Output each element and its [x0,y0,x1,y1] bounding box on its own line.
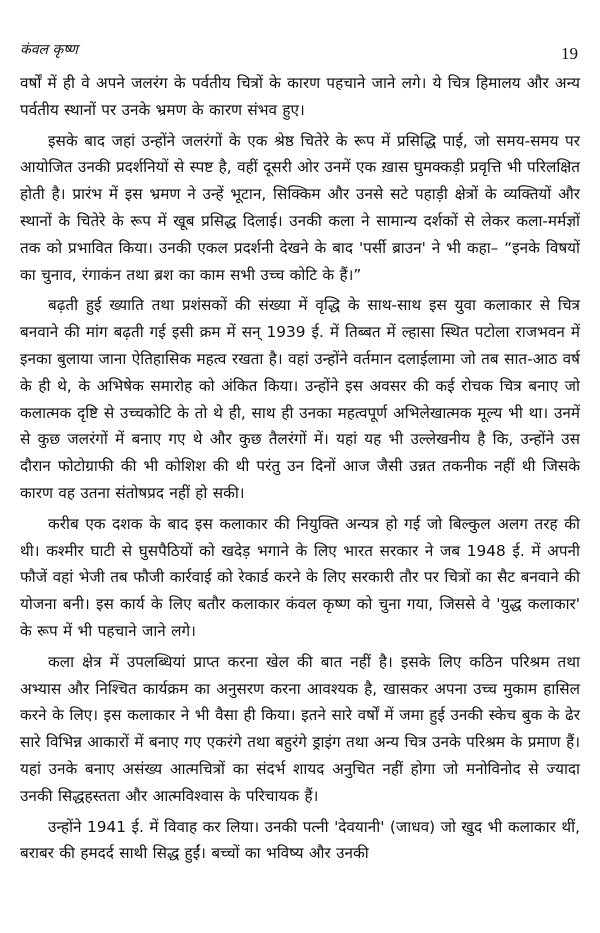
paragraph-5: कला क्षेत्र में उपलब्धियां प्राप्त करना खेल की बात नहीं है। इसके लिए कठिन परिश्रम तथा अभ्यास और निश्चित कार्यक्रम का अनुसरण करना आवश्यक है, खासकर अपना उच्च मुकाम हासिल करने के लिए। इस कलाकार ने भी वैसा ही किया। इतने सारे वर्षों में जमा हुई उनकी स्केच बुक के ढेर सारे विभिन्न आकारों में बनाए गए एकरंगे तथा बहुरंगे ड्राइंग तथा अन्य चित्र उनके परिश्रम के प्रमाण हैं। यहां उनके बनाए असंख्य आत्मचित्रों का संदर्भ शायद अनुचित नहीं होगा जो मनोविनोद से ज्यादा उनकी सिद्धहस्तता और आत्मविश्वास के परिचायक हैं। [20,652,580,805]
paragraph-1: वर्षों में ही वे अपने जलरंग के पर्वतीय चित्रों के कारण पहचाने जाने लगे। ये चित्र हिमालय और अन्य पर्वतीय स्थानों पर उनके भ्रमण के कारण संभव हुए। [20,74,580,119]
page-number: 19 [561,44,578,63]
book-title: कंवल कृष्ण [20,42,78,58]
paragraph-6: उन्होंने 1941 ई. में विवाह कर लिया। उनकी पत्नी 'देवयानी' (जाधव) जो खुद भी कलाकार थीं, बराबर की हमदर्द साथी सिद्ध हुईं। बच्चों का भविष्य और उनकी [20,817,580,863]
paragraph-4: करीब एक दशक के बाद इस कलाकार की नियुक्ति अन्यत्र हो गई जो बिल्कुल अलग तरह की थी। कश्मीर घाटी से घुसपैठियों को खदेड़ भगाने के लिए भारत सरकार ने जब 1948 ई. में अपनी फौजें वहां भेजी तब फौजी कार्रवाई को रेकार्ड करने के लिए सरकारी तौर पर चित्रों का सैट बनवाने की योजना बनी। इस कार्य के लिए बतौर कलाकार कंवल कृष्ण को चुना गया, जिससे वे 'युद्ध कलाकार' के रूप में भी पहचाने जाने लगे। [20,514,580,640]
running-header [20,40,580,64]
paragraph-2: इसके बाद जहां उन्होंने जलरंगों के एक श्रेष्ठ चितेरे के रूप में प्रसिद्धि पाई, जो समय-समय पर आयोजित उनकी प्रदर्शनियों से स्पष्ट है, वहीं दूसरी ओर उनमें एक ख़ास घुमक्कड़ी प्रवृत्ति भी परिलक्षित होती है। प्रारंभ में इस भ्रमण ने उन्हें भूटान, सिक्किम और उनसे सटे पहाड़ी क्षेत्रों के व्यक्तियों और स्थानों के चितेरे के रूप में खूब प्रसिद्ध दिलाई। उनकी कला ने सामान्य दर्शकों से लेकर कला-मर्मज्ञों तक को प्रभावित किया। उनकी एकल प्रदर्शनी देखने के बाद 'पर्सी ब्राउन' ने भी कहा– “इनके विषयों का चुनाव, रंगाकंन तथा ब्रश का काम सभी उच्च कोटि के हैं।” [20,131,580,284]
paragraph-3: बढ़ती हुई ख्याति तथा प्रशंसकों की संख्या में वृद्धि के साथ-साथ इस युवा कलाकार से चित्र बनवाने की मांग बढ़ती गई इसी क्रम में सन् 1939 ई. में तिब्बत में ल्हासा स्थित पटोला राजभवन में इनका बुलाया जाना ऐतिहासिक महत्व रखता है। वहां उन्होंने वर्तमान दलाईलामा जो तब सात-आठ वर्ष के ही थे, के अभिषेक समारोह को अंकित किया। उन्होंने इस अवसर की कई रोचक चित्र बनाए जो कलात्मक दृष्टि से उच्चकोटि के तो थे ही, साथ ही उनका महत्वपूर्ण अभिलेखात्मक मूल्य भी था। उनमें से कुछ जलरंगों में बनाए गए थे और कुछ तैलरंगों में। यहां यह भी उल्लेखनीय है कि, उन्होंने उस दौरान फोटोग्राफी की भी कोशिश की थी परंतु उन दिनों आज जैसी उन्नत तकनीक नहीं थी जिसके कारण वह उतना संतोषप्रद नहीं हो सकी। [20,296,580,502]
body-text [20,70,580,871]
